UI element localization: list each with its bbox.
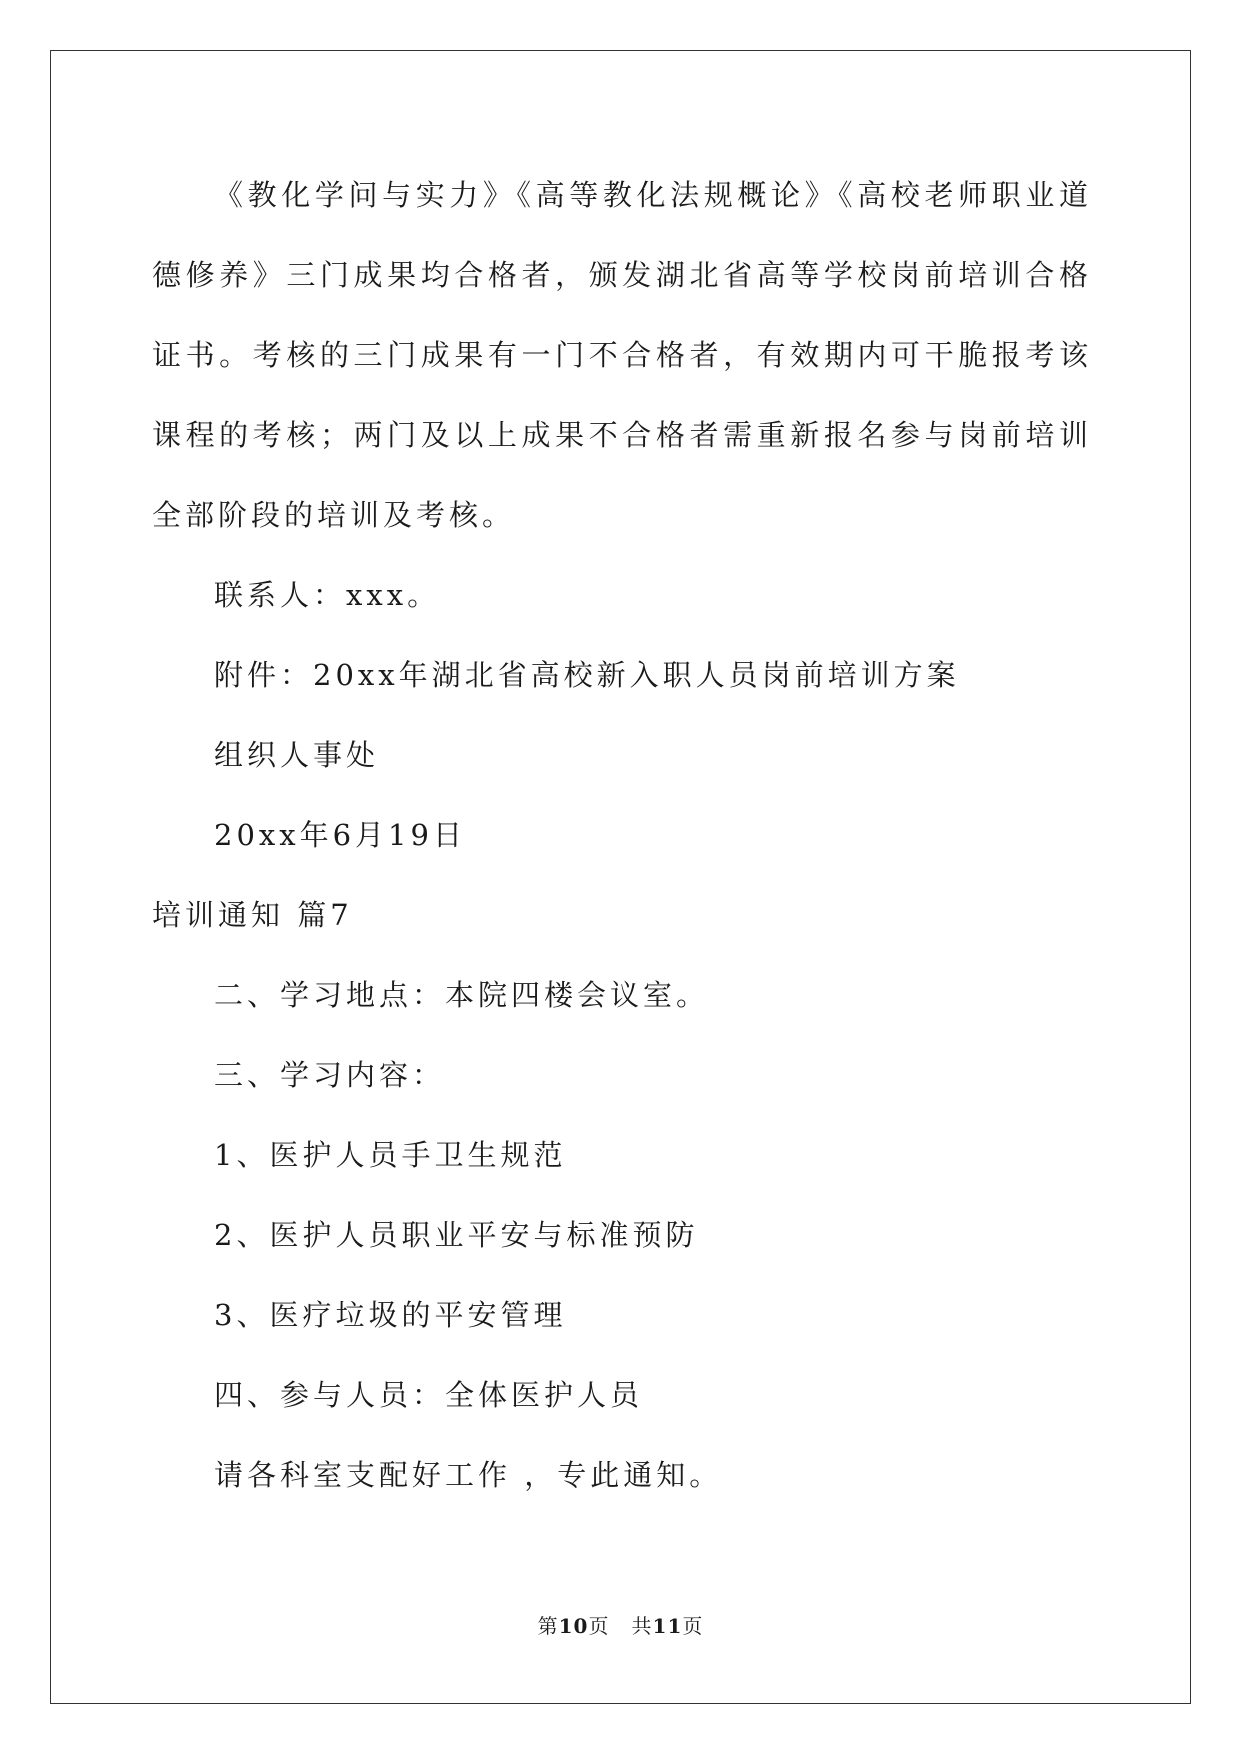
page-current: 10	[558, 1614, 589, 1638]
contact-line: 联系人：xxx。	[214, 578, 441, 612]
page-total: 11	[652, 1614, 683, 1638]
paragraph-exam-results: 《教化学问与实力》《高等教化法规概论》《高校老师职业道德修养》三门成果均合格者，颁发湖北省高等学校岗前培训合格证书。考核的三门成果有一门不合格者，有效期内可干脆报考该课程的考核；两门及以上成果不合格者需重新报名参与岗前培训全部阶段的培训及考核。	[152, 178, 1092, 532]
list-item: 1、医护人员手卫生规范	[214, 1138, 567, 1172]
item-participants: 四、参与人员：全体医护人员	[214, 1378, 644, 1412]
page-prefix: 第	[537, 1614, 559, 1638]
document-body	[152, 155, 1092, 1515]
item-location: 二、学习地点：本院四楼会议室。	[214, 978, 710, 1012]
page-footer	[0, 1610, 1241, 1639]
page-suffix: 页	[682, 1614, 704, 1638]
attachment-line: 附件：20xx年湖北省高校新入职人员岗前培训方案	[214, 658, 960, 692]
list-item: 3、医疗垃圾的平安管理	[214, 1298, 567, 1332]
date-line: 20xx年6月19日	[214, 818, 466, 852]
item-content-heading: 三、学习内容：	[214, 1058, 446, 1092]
organization-line: 组织人事处	[214, 738, 380, 772]
section-title: 培训通知 篇7	[152, 898, 353, 932]
page-middle: 页 共	[588, 1614, 653, 1638]
closing-line: 请各科室支配好工作 ，专此通知。	[214, 1458, 723, 1492]
list-item: 2、医护人员职业平安与标准预防	[214, 1218, 699, 1252]
